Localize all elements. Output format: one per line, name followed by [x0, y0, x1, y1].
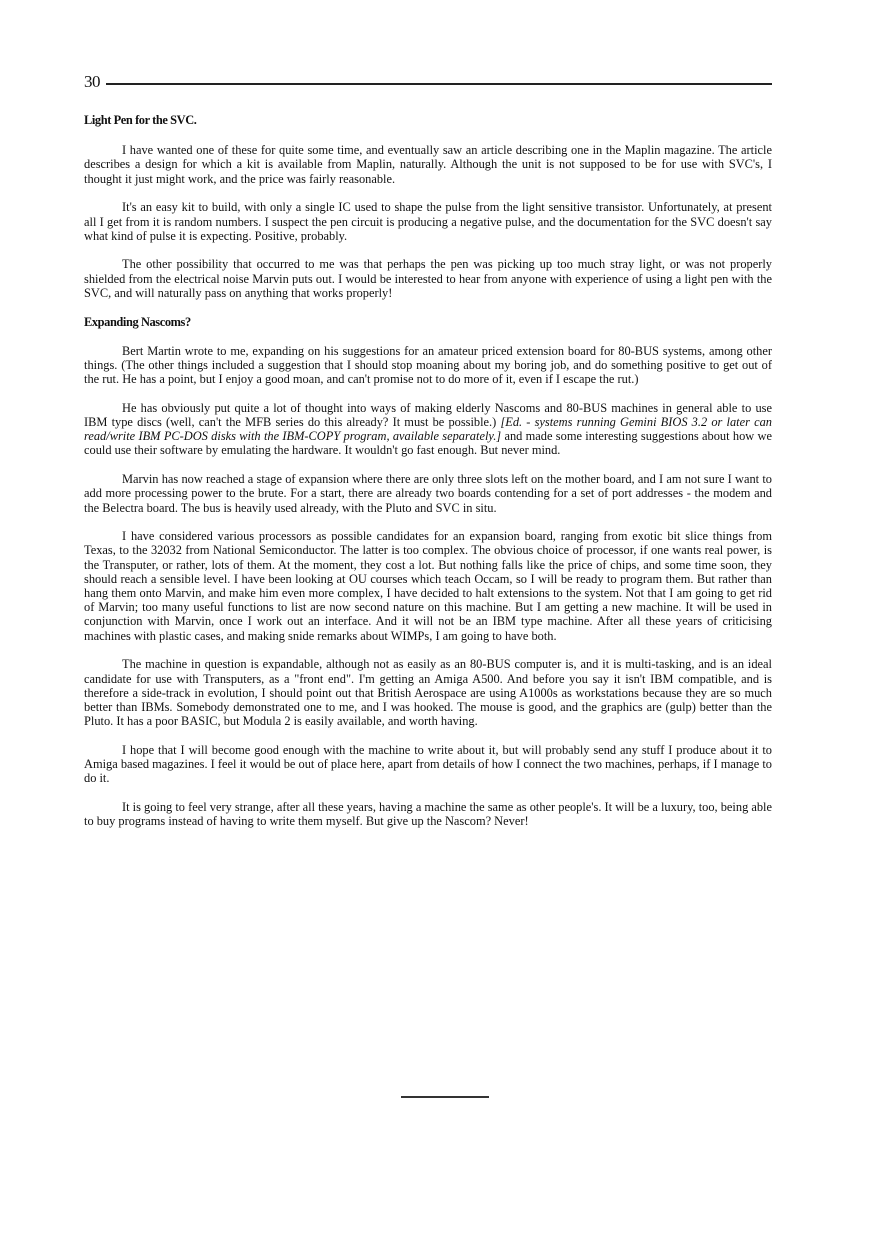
- paragraph-with-editor-note: [84, 401, 772, 458]
- end-of-article-rule: [401, 1096, 489, 1098]
- page-number: 30: [84, 72, 100, 91]
- section-heading-expanding-nascoms: Expanding Nascoms?: [84, 314, 191, 329]
- paragraph: Marvin has now reached a stage of expansion where there are only three slots left on the mother board, and I am not sure I want to add more processing power to the brute. For a start, there are already two boards contending for a set of port addresses - the modem and the Belectra board. The bus is heavily used already, with the Pluto and SVC in situ.: [84, 472, 772, 515]
- paragraph: It's an easy kit to build, with only a single IC used to shape the pulse from the light sensitive transistor. Unfortunately, at present all I get from it is random numbers. I suspect the pen circuit is producing a negative pulse, and the documentation for the SVC doesn't say what kind of pulse it is expecting. Positive, probably.: [84, 200, 772, 243]
- section-heading-light-pen: Light Pen for the SVC.: [84, 113, 197, 127]
- paragraph: I have considered various processors as possible candidates for an expansion board, ranging from exotic bit slice things from Texas, to the 32032 from National Semiconductor. The latter is too complex. The obvious choice of processor, if one wants real power, is the Transputer, or rather, lots of them. At the moment, they cost a lot. But nothing falls like the price of chips, and some time soon, they should reach a sensible level. I have been looking at OU courses which teach Occam, so I will be ready to program them. But rather than hang them onto Marvin, and make him even more complex, I have decided to halt extensions to the system. Not that I am going to get rid of Marvin; too many useful functions to list are now second nature on this machine. But I am getting a new machine. It will be used in conjunction with Marvin, once I work out an interface. And it will not be an IBM type machine. After all these years of criticising machines with plastic cases, and making snide remarks about WIMPs, I am going to have both.: [84, 529, 772, 643]
- paragraph-text: He has obviously put quite a lot of thought into ways of making elderly Nascoms and 80-BUS machines in general able to use IBM type discs (well, can't the MFB series do this already? It must be possible.): [84, 400, 772, 430]
- paragraph: I have wanted one of these for quite some time, and eventually saw an article describing one in the Maplin magazine. The article describes a design for which a kit is available from Maplin, naturally. Although the unit is not supposed to be for use with SVC's, I thought it just might work, and the price was fairly reasonable.: [84, 143, 772, 186]
- paragraph-text: and made some interesting suggestions about how we could use their software by emulating the hardware. It wouldn't go fast enough. But never mind.: [84, 429, 772, 458]
- paragraph: The other possibility that occurred to me was that perhaps the pen was picking up too much stray light, or was not properly shielded from the electrical noise Marvin puts out. I would be interested to hear from anyone with experience of using a light pen with the SVC, and will naturally pass on anything that works properly!: [84, 257, 772, 300]
- page-header: [84, 72, 772, 92]
- paragraph: It is going to feel very strange, after all these years, having a machine the same as other people's. It will be a luxury, too, being able to buy programs instead of having to write them myself. But give up the Nascom? Never!: [84, 800, 772, 829]
- article-body: [84, 113, 772, 843]
- paragraph: I hope that I will become good enough with the machine to write about it, but will probably send any stuff I produce about it to Amiga based magazines. I feel it would be out of place here, apart from details of how I connect the two machines, perhaps, if I manage to do it.: [84, 742, 772, 786]
- paragraph: Bert Martin wrote to me, expanding on his suggestions for an amateur priced extension board for 80-BUS systems, among other things. (The other things included a suggestion that I should stop moaning about my boring job, and do something positive to get out of the rut. He has a point, but I enjoy a good moan, and can't promise not to do more of it, even if I escape the rut.): [84, 343, 772, 387]
- paragraph: The machine in question is expandable, although not as easily as an 80-BUS computer is, and it is multi-tasking, and is an ideal candidate for use with Transputers, as a "front end". I'm getting an Amiga A500. And before you say it isn't IBM compatible, and is therefore a side-track in evolution, I should point out that British Aerospace are using A1000s as workstations because they are so much better than IBMs. Somebody demonstrated one to me, and I was hooked. The mouse is good, and the graphics are (gulp) better than the Pluto. It has a poor BASIC, but Modula 2 is easily available, and worth having.: [84, 657, 772, 729]
- header-rule: [106, 83, 772, 85]
- editor-note: [Ed. - systems running Gemini BIOS 3.2 or later can read/write IBM PC-DOS disks with the IBM-COPY program, available separately.]: [84, 415, 772, 444]
